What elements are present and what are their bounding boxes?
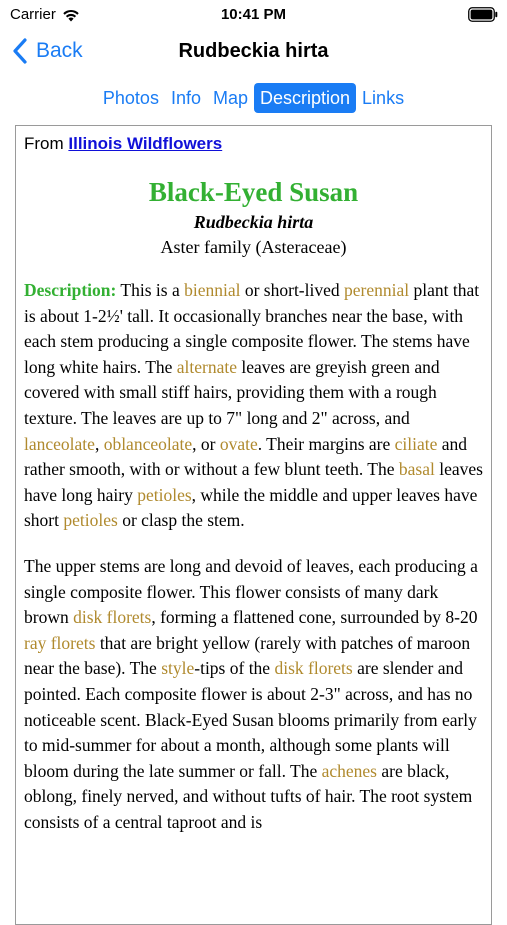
glossary-term-link[interactable]: oblanceolate bbox=[103, 433, 193, 454]
paragraph-text: plant that is about 1-2½' tall. It occasionally branches near the base, with each stem producing a single composite flower. The stems have long white hairs. The bbox=[24, 280, 480, 377]
source-line bbox=[24, 134, 483, 154]
family-name: Aster family (Asteraceae) bbox=[160, 237, 347, 257]
glossary-term-link[interactable]: basal bbox=[398, 459, 435, 480]
paragraph-text: -tips of the bbox=[194, 658, 275, 679]
paragraph-text: . Their margins are bbox=[257, 433, 395, 454]
paragraph-text: or short-lived bbox=[240, 280, 345, 300]
glossary-term-link[interactable]: perennial bbox=[344, 280, 410, 300]
glossary-term-link[interactable]: biennial bbox=[184, 280, 241, 300]
glossary-term-link[interactable]: disk florets bbox=[274, 658, 353, 679]
paragraph-text: are slender and pointed. Each composite flower is about 2-3" across, and has no noticeable scent. Black-Eyed Susan blooms primarily from early to mid-summer for about a month, although some plants will bloom during the late summer or fall. The bbox=[24, 658, 477, 781]
paragraph-text: This is a bbox=[120, 280, 185, 300]
description-paragraph-1 bbox=[24, 278, 483, 534]
glossary-term-link[interactable]: disk florets bbox=[73, 607, 152, 628]
glossary-term-link[interactable]: lanceolate bbox=[24, 433, 95, 454]
glossary-term-link[interactable]: ciliate bbox=[394, 433, 438, 454]
glossary-term-link[interactable]: ray florets bbox=[24, 632, 96, 653]
glossary-term-link[interactable]: alternate bbox=[176, 356, 238, 377]
tab-description[interactable]: Description bbox=[254, 83, 356, 113]
paragraph-text: , bbox=[94, 433, 104, 454]
common-name: Black-Eyed Susan bbox=[148, 177, 359, 207]
navigation-bar bbox=[0, 30, 507, 76]
paragraph-text: , forming a flattened cone, surrounded by 8-20 bbox=[151, 607, 478, 628]
tab-photos[interactable]: Photos bbox=[102, 88, 159, 108]
battery-icon bbox=[468, 7, 498, 22]
status-bar bbox=[0, 0, 507, 30]
paragraph-text: or clasp the stem. bbox=[117, 510, 245, 531]
source-prefix: From bbox=[24, 134, 69, 153]
glossary-term-link[interactable]: ovate bbox=[219, 433, 258, 454]
carrier-label: Carrier bbox=[10, 6, 56, 23]
glossary-term-link[interactable]: style bbox=[161, 658, 195, 679]
page-title: Rudbeckia hirta bbox=[178, 40, 329, 62]
paragraph-text: , while the middle and upper leaves have short bbox=[24, 484, 478, 531]
description-webview[interactable] bbox=[15, 125, 492, 925]
description-label: Description: bbox=[24, 280, 117, 300]
description-paragraph-2 bbox=[24, 554, 483, 836]
glossary-term-link[interactable]: petioles bbox=[137, 484, 192, 505]
species-header bbox=[24, 176, 483, 258]
paragraph-text: leaves have long hairy bbox=[24, 459, 483, 505]
paragraph-text: leaves are greyish green and covered with small stiff hairs, providing them with a rough texture. The leaves are up to 7" long and 2" across, and bbox=[24, 356, 440, 428]
paragraph-text: , or bbox=[192, 433, 220, 454]
scientific-name: Rudbeckia hirta bbox=[193, 212, 314, 232]
tab-links[interactable]: Links bbox=[362, 88, 405, 108]
glossary-term-link[interactable]: petioles bbox=[63, 510, 118, 531]
paragraph-text: The upper stems are long and devoid of leaves, each producing a single composite flower. This flower consists of many dark brown bbox=[24, 555, 478, 628]
tab-info[interactable]: Info bbox=[170, 88, 201, 108]
glossary-term-link[interactable]: achenes bbox=[321, 760, 377, 781]
back-button-label: Back bbox=[36, 39, 83, 62]
paragraph-text: and rather smooth, with or without a few blunt teeth. The bbox=[24, 433, 468, 480]
status-time: 10:41 PM bbox=[220, 6, 287, 23]
paragraph-text: that are bright yellow (rarely with patches of maroon near the base). The bbox=[24, 632, 471, 679]
paragraph-text: are black, oblong, finely nerved, and without tufts of hair. The root system consists of a central taproot and is bbox=[24, 760, 473, 832]
tab-bar bbox=[0, 82, 507, 114]
tab-map[interactable]: Map bbox=[212, 88, 248, 108]
source-link[interactable]: Illinois Wildflowers bbox=[68, 134, 223, 153]
